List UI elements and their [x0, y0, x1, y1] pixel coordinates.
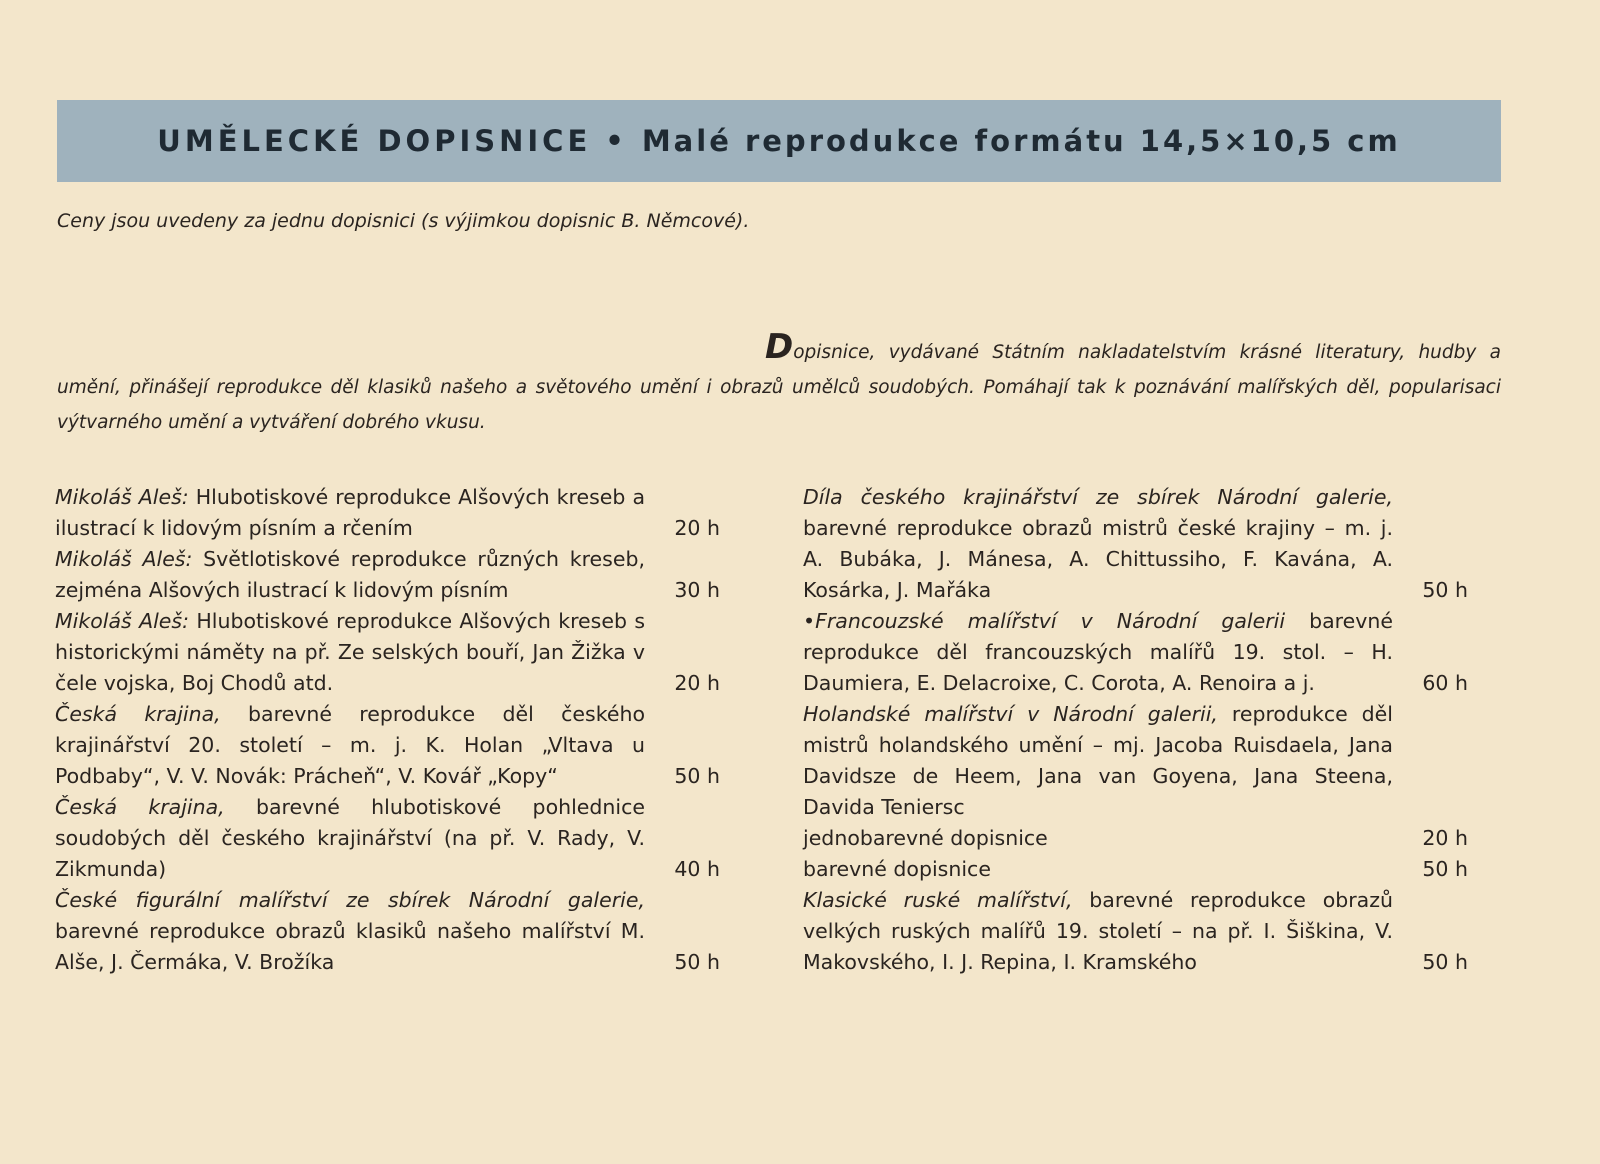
item-description: Světlotiskové reprodukce různých kreseb, zejména Alšových ilustrací k lidovým písním [55, 547, 645, 602]
list-item-dutch [803, 699, 1468, 823]
list-item [55, 606, 720, 699]
item-description: barevné reprodukce děl francouzských malířů 19. stol. – H. Daumiera, E. Delacroixe, C. Corota, A. Renoira a j. [803, 609, 1394, 695]
list-item [55, 699, 720, 792]
list-item [803, 482, 1468, 606]
header-bullet: • [605, 124, 628, 158]
price-note: Ceny jsou uvedeny za jednu dopisnici (s výjimkou dopisnic B. Němcové). [57, 210, 750, 232]
item-title: Díla českého krajinářství ze sbírek Národní galerie, [803, 485, 1393, 509]
intro-dropcap: D [765, 327, 794, 367]
item-description: barevné reprodukce děl českého krajinářství 20. století – m. j. K. Holan „Vltava u Podbaby“, V. V. Novák: Prácheň“, V. Kovář „Kopy“ [55, 702, 645, 788]
header-title: UMĚLECKÉ DOPISNICE [157, 124, 592, 158]
item-description: barevné reprodukce obrazů velkých ruských malířů 19. století – na př. I. Šiškina, V. Makovského, I. J. Repina, I. Kramského [803, 888, 1393, 974]
item-price: 50 h [1422, 857, 1468, 881]
sub-item-row [803, 823, 1468, 854]
item-title: Mikoláš Aleš: [55, 547, 193, 571]
item-title: Česká krajina, [55, 795, 225, 819]
right-column [803, 482, 1468, 978]
list-item [55, 792, 720, 885]
sub-item-label: barevné dopisnice [803, 857, 991, 881]
item-price: 20 h [1422, 826, 1468, 850]
item-description: reprodukce děl mistrů holandského umění – mj. Jacoba Ruisdaela, Jana Davidsze de Heem, Jana van Goyena, Jana Steena, Davida Teniersc [803, 702, 1393, 819]
item-title: Mikoláš Aleš: [55, 485, 189, 509]
list-item [803, 885, 1468, 978]
item-title: •Francouzské malířství v Národní galerii [803, 609, 1286, 633]
list-item [803, 606, 1468, 699]
list-item [55, 544, 720, 606]
list-item [55, 885, 720, 978]
sub-item-label: jednobarevné dopisnice [803, 826, 1048, 850]
item-price: 40 h [674, 857, 720, 881]
item-title: Česká krajina, [55, 702, 221, 726]
item-description: barevné reprodukce obrazů mistrů české krajiny – m. j. A. Bubáka, J. Mánesa, A. Chittussiho, F. Kavána, A. Kosárka, J. Mařáka [803, 516, 1393, 602]
intro-text: opisnice, vydávané Státním nakladatelstvím krásné literatury, hudby a umění, přinášejí reprodukce děl klasiků našeho a světového umění i obrazů umělců soudobých. Pomáhají tak k poznávání malířských děl, popularisaci výtvarného umění a vytváření dobrého vkusu. [57, 342, 1501, 433]
item-description: Hlubotiskové reprodukce Alšových kreseb a ilustrací k lidovým písním a rčením [55, 485, 646, 540]
item-description: barevné reprodukce obrazů klasiků našeho malířství M. Alše, J. Čermáka, V. Brožíka [55, 919, 645, 974]
item-title: Klasické ruské malířství, [803, 888, 1073, 912]
item-price: 50 h [674, 950, 720, 974]
item-price: 50 h [1422, 578, 1468, 602]
header-banner [57, 100, 1501, 182]
header-subtitle: Malé reprodukce formátu 14,5×10,5 cm [641, 124, 1401, 158]
item-description: Hlubotiskové reprodukce Alšových kreseb s historickými náměty na př. Ze selských bouří, Jan Žižka v čele vojska, Boj Chodů atd. [55, 609, 645, 695]
intro-paragraph [57, 327, 1501, 440]
sub-item-row [803, 854, 1468, 885]
header-title-line [157, 124, 1400, 158]
item-price: 50 h [674, 764, 720, 788]
item-title: Mikoláš Aleš: [55, 609, 189, 633]
item-title: Holandské malířství v Národní galerii, [803, 702, 1218, 726]
item-title: České figurální malířství ze sbírek Národní galerie, [55, 888, 645, 912]
left-column [55, 482, 720, 978]
item-price: 20 h [674, 516, 720, 540]
item-price: 60 h [1422, 671, 1468, 695]
item-price: 50 h [1422, 950, 1468, 974]
item-price: 30 h [674, 578, 720, 602]
item-price: 20 h [674, 671, 720, 695]
item-description: barevné hlubotiskové pohlednice soudobých děl českého krajinářství (na př. V. Rady, V. Zikmunda) [55, 795, 645, 881]
list-item [55, 482, 720, 544]
